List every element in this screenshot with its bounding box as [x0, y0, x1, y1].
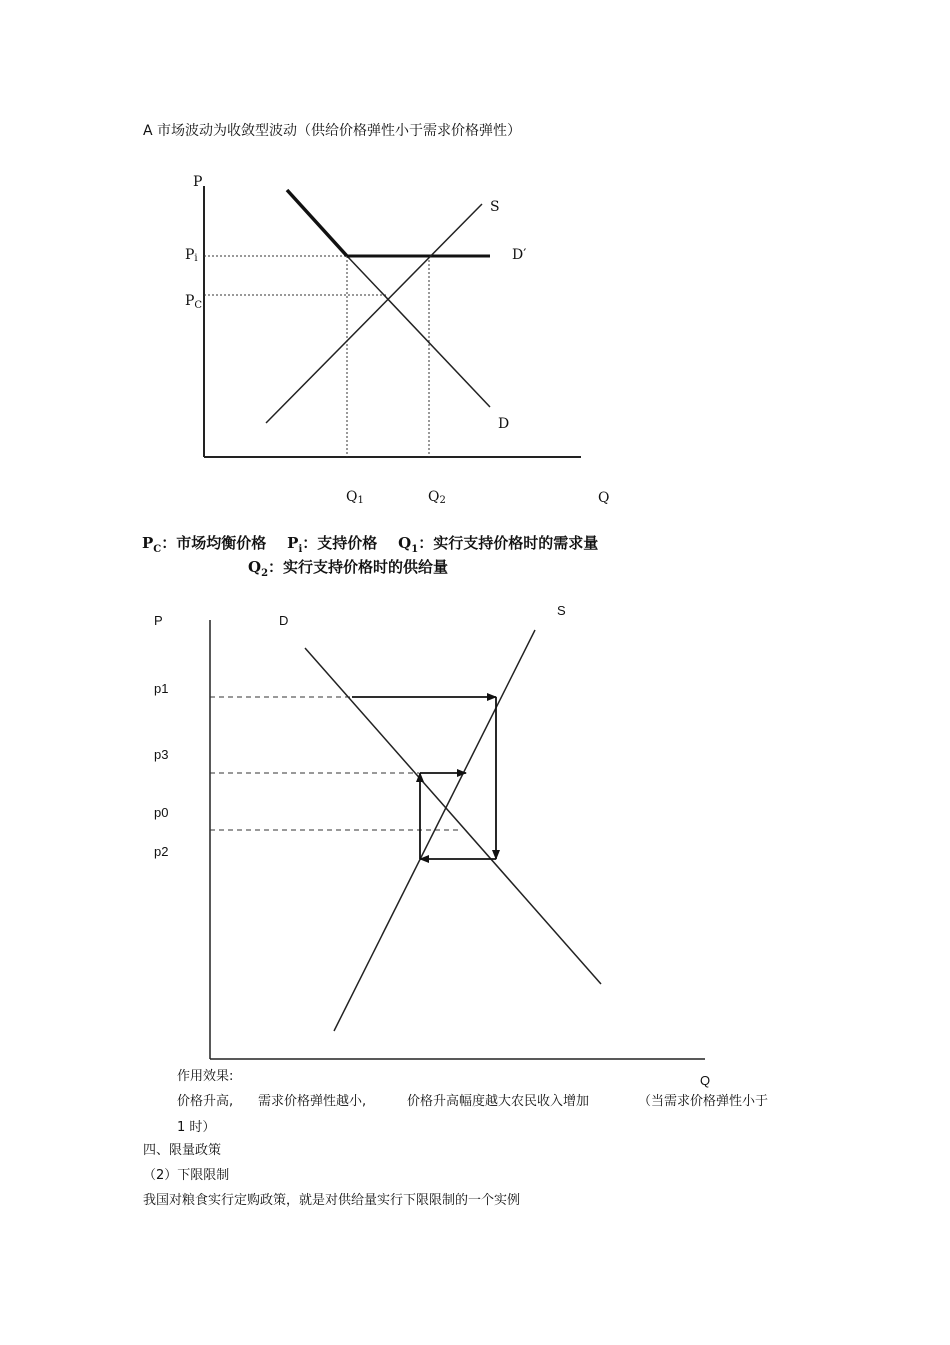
legend-pc-desc: ：市场均衡价格: [161, 534, 267, 552]
fig2-p1-label: p1: [154, 681, 169, 696]
effect-title: 作用效果:: [177, 1069, 234, 1084]
legend-line-1: [142, 534, 598, 559]
fig2-q-axis-label: Q: [700, 1073, 711, 1088]
fig1-supply-label: S: [490, 199, 500, 215]
fig1-q1-label: Q1: [346, 489, 364, 506]
legend-pi-desc: ：支持价格: [302, 534, 378, 552]
fig2-p2-label: p2: [154, 844, 169, 859]
subsection-lower-limit: （2）下限限制: [143, 1168, 230, 1183]
effect-line-1c: 价格升高幅度越大农民收入增加: [407, 1094, 590, 1109]
fig2-demand-line: [305, 648, 601, 984]
fig2-supply-label: S: [557, 603, 566, 618]
effect-line-2: 1 时）: [177, 1120, 216, 1135]
fig1-q-axis-label: Q: [598, 490, 610, 506]
section-title-limit-policy: 四、限量政策: [143, 1143, 222, 1158]
legend-q1-desc: ：实行支持价格时的需求量: [418, 534, 599, 552]
fig1-demand-bold-segment: [287, 190, 347, 256]
fig1-pc-label: $P_C$: [185, 293, 203, 311]
effect-line-1b: 需求价格弹性越小,: [258, 1094, 367, 1109]
fig1-supply-line: [266, 204, 482, 423]
legend-q2-symbol: $Q_2$: [248, 558, 269, 579]
section-heading-a: A 市场波动为收敛型波动（供给价格弹性小于需求价格弹性）: [143, 123, 522, 139]
effect-line-1d: （当需求价格弹性小于: [638, 1094, 769, 1109]
fig2-p3-label: p3: [154, 747, 169, 762]
fig2-p-axis-label: P: [154, 613, 163, 628]
legend-q1-symbol: $Q_1$: [398, 534, 419, 555]
effect-line-1a: 价格升高,: [177, 1094, 234, 1109]
fig1-p-axis-label: P: [193, 174, 203, 190]
fig1-pi-label: Pi: [185, 247, 198, 264]
cobweb-diagram: [154, 603, 710, 1088]
paragraph-grain-policy: 我国对粮食实行定购政策，就是对供给量实行下限限制的一个实例: [143, 1193, 521, 1208]
fig1-demand-label: D: [498, 416, 510, 432]
fig1-q2-label: Q2: [428, 489, 446, 506]
fig1-demand-line: [347, 256, 490, 407]
legend-pc-symbol: $P_C$: [142, 534, 162, 555]
fig1-d-prime-label: D′: [512, 247, 527, 263]
legend-q2-desc: ：实行支持价格时的供给量: [268, 558, 449, 576]
fig2-p0-label: p0: [154, 805, 169, 820]
legend-line-2: [248, 558, 448, 583]
fig2-demand-label: D: [279, 613, 289, 628]
legend-pi-symbol: $P_i$: [287, 534, 303, 555]
